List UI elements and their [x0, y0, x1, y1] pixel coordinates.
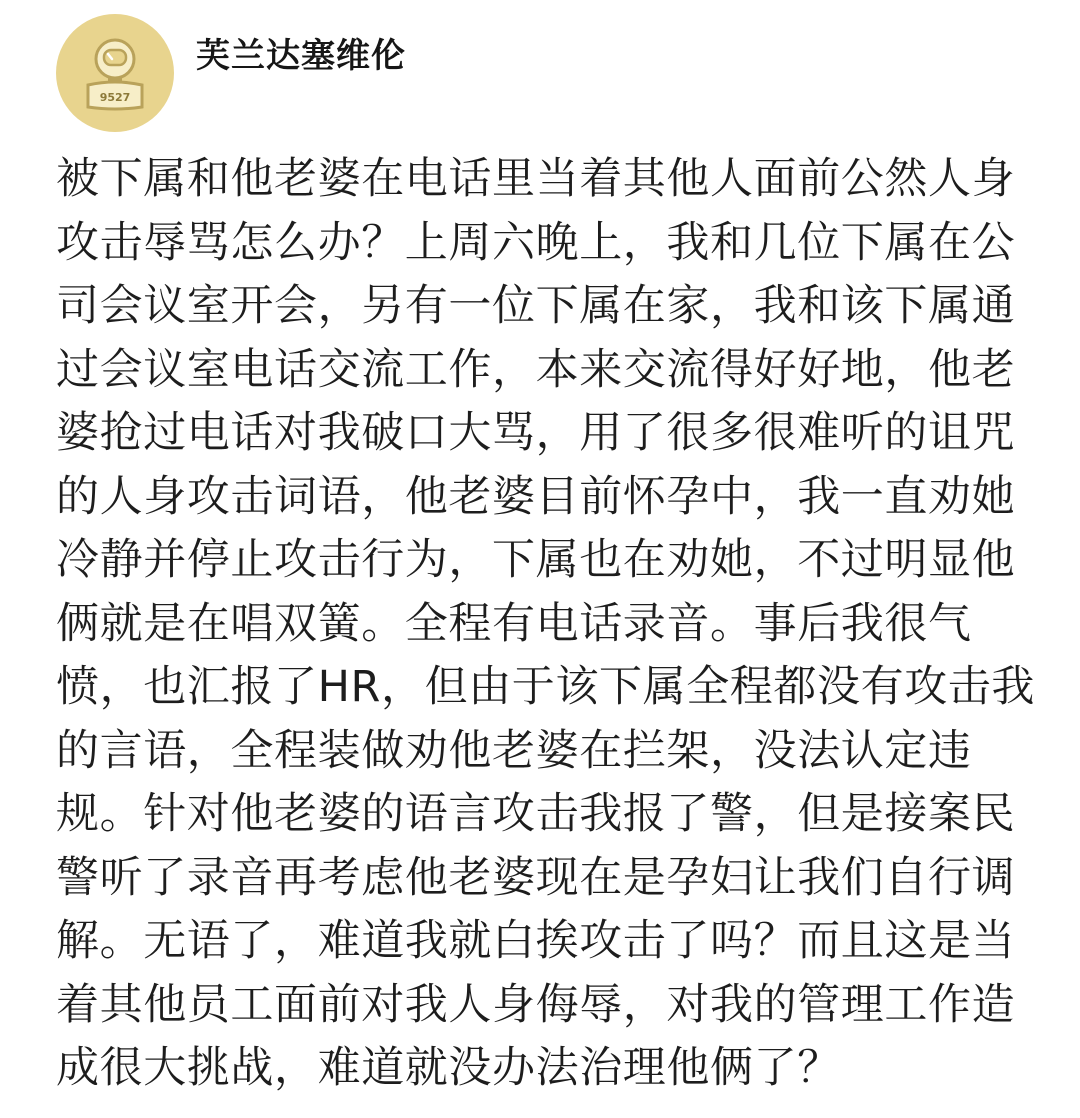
post-text-line: 俩就是在唱双簧。全程有电话录音。事后我很气 — [56, 598, 972, 649]
avatar-badge: 9527 — [99, 91, 131, 104]
post-text-line: 被下属和他老婆在电话里当着其他人面前公然人身 — [56, 154, 1016, 204]
avatar[interactable] — [56, 14, 174, 132]
post-text-line: 婆抢过电话对我破口大骂，用了很多很难听的诅咒 — [56, 408, 1016, 458]
post-text-line: 的言语，全程装做劝他老婆在拦架，没法认定违 — [56, 725, 972, 776]
post-text-line: 过会议室电话交流工作，本来交流得好好地，他老 — [56, 344, 1016, 395]
post-text-line: 冷静并停止攻击行为，下属也在劝她，不过明显他 — [56, 535, 1016, 585]
astronaut-icon — [80, 35, 150, 111]
post-text-line: 警听了录音再考虑他老婆现在是孕妇让我们自行调 — [56, 852, 1016, 903]
post-text-line: 着其他员工面前对我人身侮辱，对我的管理工作造 — [56, 979, 1016, 1030]
post-text-line: 司会议室开会，另有一位下属在家，我和该下属通 — [56, 281, 1016, 331]
post-header — [56, 14, 406, 134]
post-text-line: 攻击辱骂怎么办？上周六晚上，我和几位下属在公 — [56, 217, 1016, 268]
post-text-line: 解。无语了，难道我就白挨攻击了吗？而且这是当 — [56, 916, 1016, 966]
post-text-line: 成很大挑战，难道就没办法治理他俩了？ — [56, 1043, 841, 1093]
author-name[interactable]: 芙兰达塞维伦 — [196, 36, 406, 76]
post-text-line: 的人身攻击词语，他老婆目前怀孕中，我一直劝她 — [56, 471, 1016, 522]
post-text-line: 规。针对他老婆的语言攻击我报了警，但是接案民 — [56, 789, 1016, 839]
post-body — [56, 148, 1036, 1101]
post-text-line: 愤，也汇报了HR，但由于该下属全程都没有攻击我 — [56, 662, 1036, 712]
